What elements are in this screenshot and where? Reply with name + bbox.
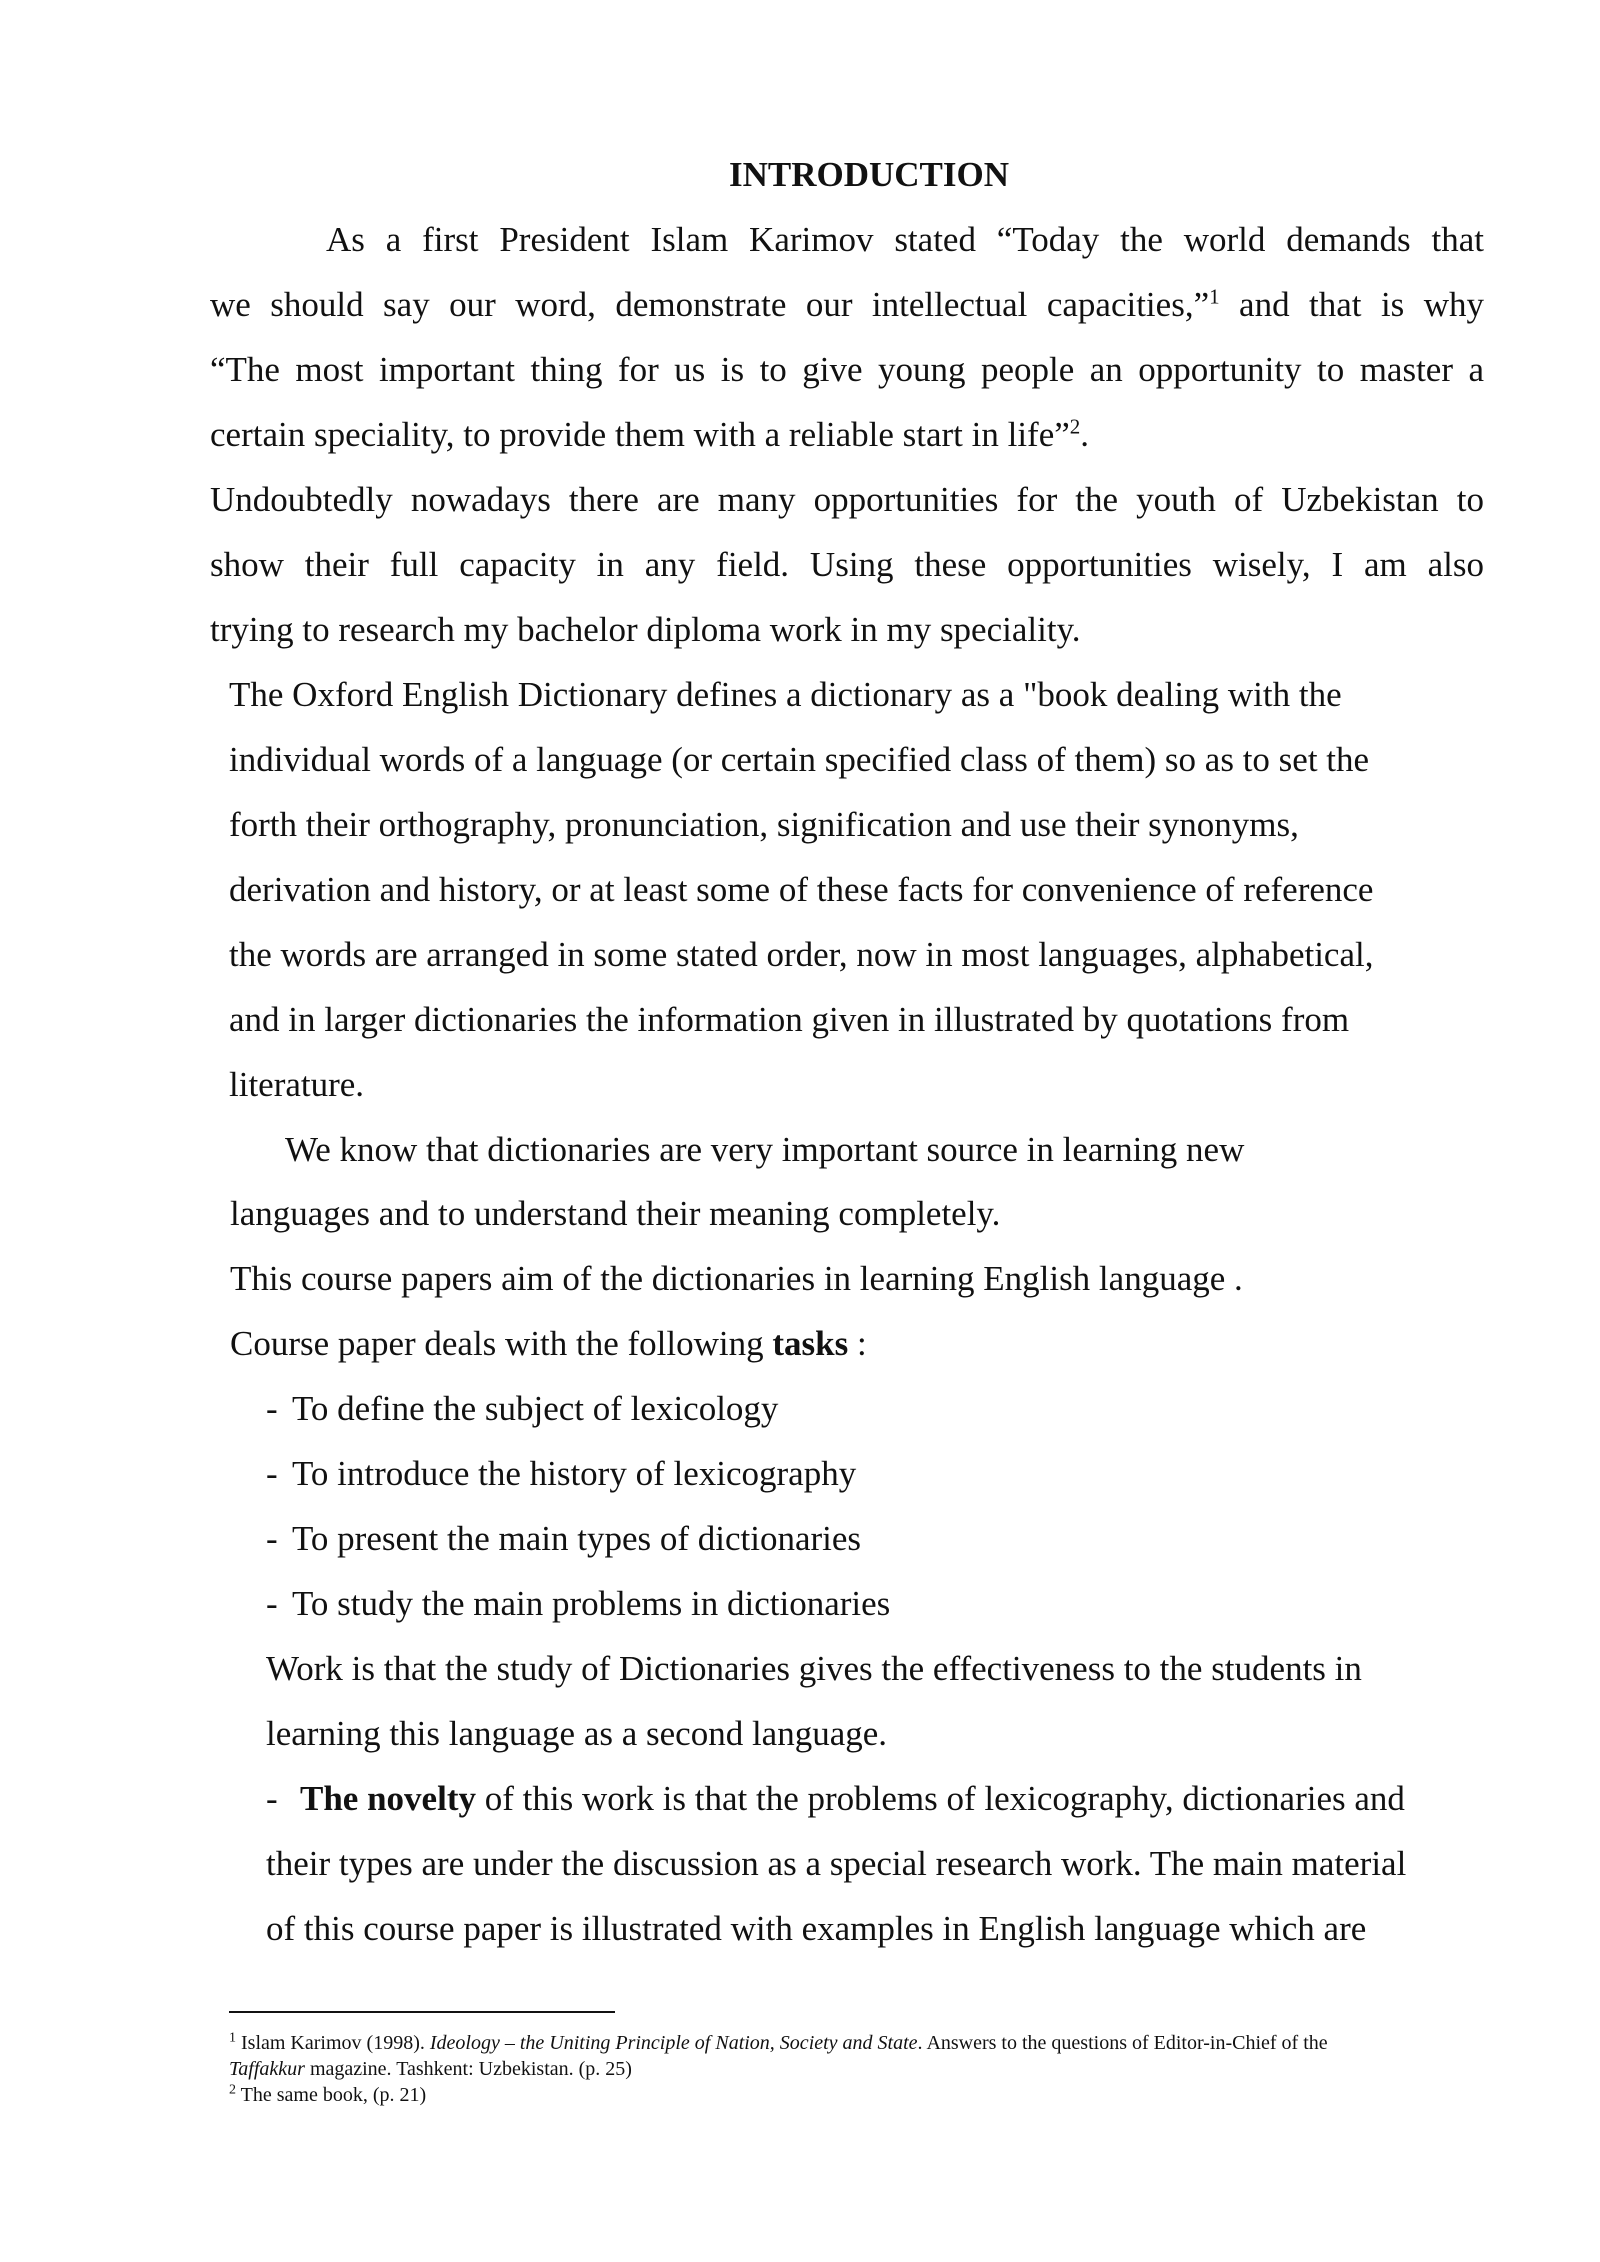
text-span: certain speciality, to provide them with a reliable start in life” [210, 415, 1070, 454]
list-dash: - [266, 1519, 278, 1558]
text-span: magazine. Tashkent: Uzbekistan. (p. 25) [304, 2058, 632, 2080]
list-dash: - [266, 1389, 278, 1428]
paragraph-3-line-5: the words are arranged in some stated order, now in most languages, alphabetical, [229, 935, 1374, 974]
footnote-separator [229, 2011, 615, 2013]
text-span: . [1080, 415, 1090, 454]
task-list-item [266, 1582, 890, 1626]
paragraph-5-line-1: This course papers aim of the dictionaries in learning English language . [230, 1259, 1243, 1298]
task-text: To define the subject of lexicology [292, 1389, 779, 1428]
paragraph-3-line-4: derivation and history, or at least some of these facts for convenience of reference [229, 870, 1374, 909]
novelty-line-3: of this course paper is illustrated with examples in English language which are [266, 1909, 1367, 1948]
paragraph-4-line-1: We know that dictionaries are very important source in learning new [285, 1130, 1245, 1169]
paragraph-4-line-2: languages and to understand their meaning completely. [230, 1194, 1001, 1233]
footnote-1-line-2 [229, 2056, 632, 2082]
task-text: To introduce the history of lexicography [292, 1454, 857, 1493]
text-span: we should say our word, demonstrate our intellectual capacities,” [210, 285, 1210, 324]
footnote-ref-2[interactable]: 2 [1069, 414, 1081, 439]
text-span: : [848, 1324, 867, 1363]
text-span: . Answers to the questions of Editor-in-Chief of the [917, 2032, 1328, 2054]
text-span: Course paper deals with the following [230, 1324, 773, 1363]
list-dash: - [266, 1779, 278, 1818]
task-list-item [266, 1387, 778, 1431]
text-span: of this work is that the problems of lexicography, dictionaries and [475, 1779, 1405, 1818]
paragraph-1-line-3: “The most important thing for us is to give young people an opportunity to master a [210, 350, 1484, 389]
paragraph-7-line-1: Work is that the study of Dictionaries gives the effectiveness to the students in [266, 1649, 1362, 1688]
paragraph-7-line-2: learning this language as a second language. [266, 1714, 888, 1753]
page-title: INTRODUCTION [728, 155, 1010, 194]
novelty-line-1 [266, 1777, 1405, 1821]
paragraph-3-line-3: forth their orthography, pronunciation, signification and use their synonyms, [229, 805, 1299, 844]
footnote-number: 2 [229, 2082, 236, 2098]
magazine-name: Taffakkur [229, 2058, 305, 2080]
paragraph-1-line-2 [210, 283, 1484, 327]
novelty-bold: The novelty [300, 1779, 476, 1818]
novelty-line-2: their types are under the discussion as a special research work. The main material [266, 1844, 1407, 1883]
task-text: To study the main problems in dictionaries [292, 1584, 891, 1623]
paragraph-3-line-6: and in larger dictionaries the information given in illustrated by quotations from [229, 1000, 1350, 1039]
text-span: Islam Karimov (1998). [236, 2032, 430, 2054]
paragraph-6-line-1 [230, 1322, 867, 1366]
footnote-2 [229, 2082, 426, 2108]
footnote-1-line-1 [229, 2030, 1328, 2056]
text-span: The same book, (p. 21) [236, 2084, 427, 2106]
footnote-ref-1[interactable]: 1 [1209, 284, 1220, 309]
list-dash: - [266, 1584, 278, 1623]
text-span: and that is why [1219, 285, 1485, 324]
book-title: Ideology – the Uniting Principle of Nation, Society and State [429, 2032, 918, 2054]
paragraph-2-line-2: show their full capacity in any field. Using these opportunities wisely, I am also [210, 545, 1484, 584]
paragraph-3-line-2: individual words of a language (or certain specified class of them) so as to set the [229, 740, 1370, 779]
paragraph-2-line-3: trying to research my bachelor diploma work in my speciality. [210, 610, 1081, 649]
task-list-item [266, 1517, 861, 1561]
footnote-number: 1 [229, 2030, 236, 2046]
paragraph-1-line-1: As a first President Islam Karimov stated “Today the world demands that [326, 220, 1484, 259]
task-list-item [266, 1452, 856, 1496]
paragraph-3-line-7: literature. [229, 1065, 365, 1104]
paragraph-3-line-1: The Oxford English Dictionary defines a dictionary as a "book dealing with the [229, 675, 1342, 714]
tasks-bold: tasks [772, 1324, 849, 1363]
paragraph-2-line-1: Undoubtedly nowadays there are many opportunities for the youth of Uzbekistan to [210, 480, 1484, 519]
task-text: To present the main types of dictionaries [292, 1519, 862, 1558]
list-dash: - [266, 1454, 278, 1493]
paragraph-1-line-4 [210, 413, 1089, 457]
